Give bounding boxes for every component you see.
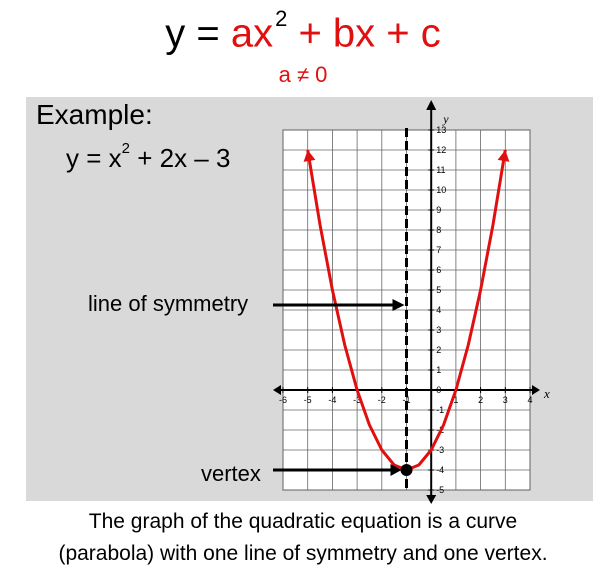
y-axis-arrow-up <box>426 100 436 110</box>
x-tick-label: 1 <box>453 395 459 405</box>
x-axis-arrow-left <box>273 385 281 395</box>
example-eq-left: y = x <box>66 143 122 173</box>
x-tick-label: -6 <box>278 395 288 405</box>
y-tick-label: -1 <box>436 405 445 415</box>
equation-y: y <box>165 11 186 56</box>
y-tick-label: 11 <box>436 165 446 175</box>
y-tick-label: 5 <box>436 285 442 295</box>
y-tick-label: 13 <box>436 125 447 135</box>
equation-equals: = <box>185 11 231 56</box>
coefficient-condition: a ≠ 0 <box>278 62 328 87</box>
symmetry-label: line of symmetry <box>88 291 249 316</box>
x-tick-label: 3 <box>502 395 508 405</box>
y-tick-label: -5 <box>436 485 445 495</box>
y-tick-label: 10 <box>436 185 447 195</box>
y-tick-label: -2 <box>436 425 445 435</box>
example-label: Example: <box>36 99 153 130</box>
y-axis-label: y <box>443 112 449 126</box>
y-tick-label: 2 <box>436 345 442 355</box>
equation-rest: + bx + c <box>287 11 441 56</box>
y-axis-arrow-down <box>426 495 436 504</box>
x-tick-label: -1 <box>402 395 411 405</box>
y-tick-label: -4 <box>436 465 445 475</box>
x-tick-label: 4 <box>527 395 533 405</box>
x-tick-label: -5 <box>303 395 312 405</box>
caption-line-1: The graph of the quadratic equation is a curve <box>88 510 518 533</box>
x-tick-label: 2 <box>478 395 484 405</box>
vertex-label: vertex <box>201 461 261 486</box>
caption <box>0 506 606 570</box>
y-tick-label: 3 <box>436 325 442 335</box>
caption-line-2: (parabola) with one line of symmetry and one vertex. <box>58 542 548 565</box>
y-tick-label: 4 <box>436 305 442 315</box>
x-tick-label: -2 <box>377 395 386 405</box>
vertex-point <box>401 464 413 476</box>
y-tick-label: 0 <box>436 385 442 395</box>
x-tick-label: -4 <box>328 395 337 405</box>
x-tick-label: -3 <box>353 395 362 405</box>
example-eq-exponent: 2 <box>121 140 130 158</box>
y-tick-label: -3 <box>436 445 445 455</box>
x-axis-arrow-right <box>532 385 540 395</box>
y-tick-label: 8 <box>436 225 442 235</box>
equation-exponent: 2 <box>275 6 288 31</box>
equation-ax: ax <box>230 11 274 56</box>
y-tick-label: 9 <box>436 205 442 215</box>
x-axis-label: x <box>544 386 550 401</box>
example-eq-right: + 2x – 3 <box>129 143 231 173</box>
y-tick-label: 6 <box>436 265 442 275</box>
y-tick-label: 1 <box>436 365 442 375</box>
y-tick-label: 7 <box>436 245 442 255</box>
y-tick-label: 12 <box>436 145 447 155</box>
